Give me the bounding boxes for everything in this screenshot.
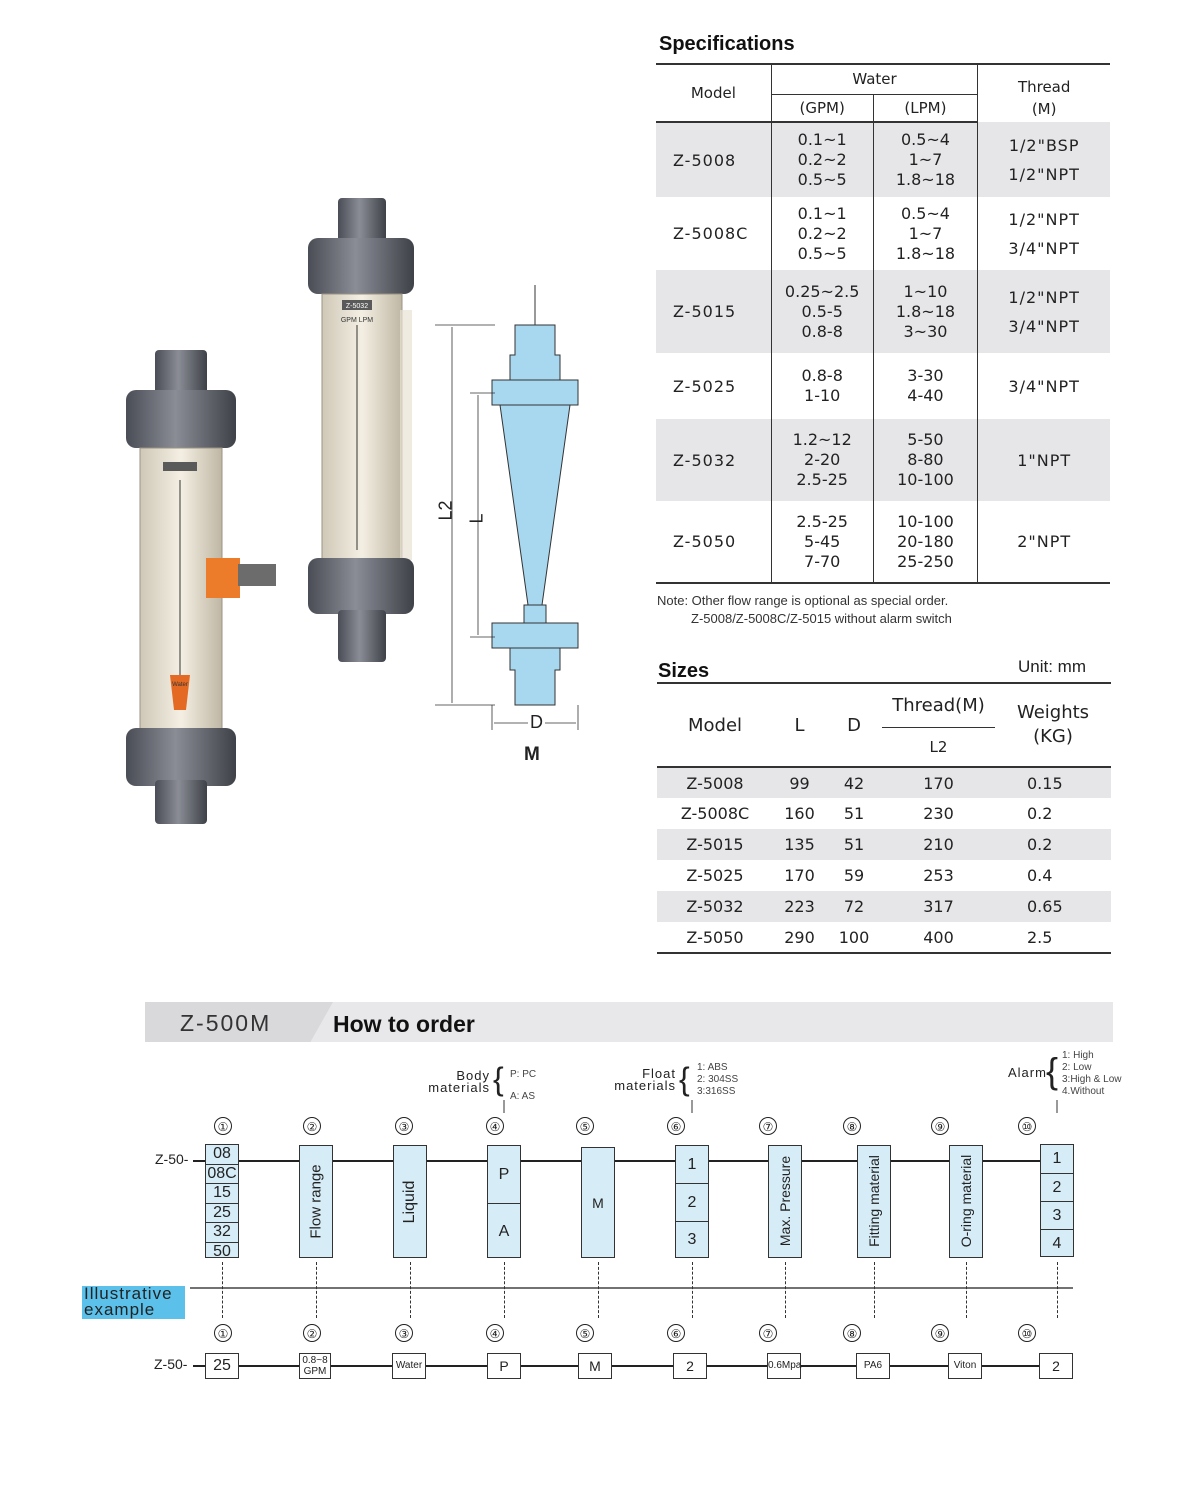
table-row: Z-5008 99 42 170 0.15 xyxy=(657,767,1111,798)
body-material-options: P A xyxy=(487,1145,521,1258)
specifications-title: Specifications xyxy=(659,33,795,55)
alarm-label: Alarm xyxy=(1008,1065,1047,1080)
liquid-label: Liquid xyxy=(401,1180,418,1224)
brace-icon: { xyxy=(1046,1050,1059,1091)
body-options: P: PC A: AS xyxy=(510,1069,537,1102)
dim-label-m: M xyxy=(524,744,540,765)
table-row: Z-5032 223 72 317 0.65 xyxy=(657,891,1111,922)
spec-note-2: Z-5008/Z-5008C/Z-5015 without alarm switch xyxy=(691,611,952,626)
col-lpm: (LPM) xyxy=(873,94,978,122)
sizes-title: Sizes xyxy=(658,660,710,682)
alarm-options: 1: High 2: Low 3:High & Low 4.Without xyxy=(1062,1050,1122,1097)
table-row: Z-5008 0.1~1 0.2~2 0.5~5 0.5~4 1~7 1.8~18 1/2"BSP 1/2"NPT xyxy=(656,122,1110,197)
spec-note-1: Note: Other flow range is optional as special order. xyxy=(657,593,949,608)
table-row: Z-5050 290 100 400 2.5 xyxy=(686,927,1053,947)
float-materials-label: Float materials xyxy=(614,1066,676,1093)
col-thread: Thread (M) xyxy=(978,64,1110,122)
dim-label-l2: L2 xyxy=(435,500,456,521)
alarm-options-box: 1 2 3 4 xyxy=(1040,1144,1074,1257)
table-row: Z-5015 135 51 210 0.2 xyxy=(657,829,1111,860)
col-l: L xyxy=(773,683,826,767)
photo-tag: Z-5032 xyxy=(345,303,369,310)
dim-label-d: D xyxy=(530,712,543,732)
col-l2: L2 xyxy=(882,727,995,767)
brace-icon: { xyxy=(679,1061,690,1097)
table-row: Z-5008C 160 51 230 0.2 xyxy=(680,804,1053,823)
series-label: Z-500M xyxy=(180,1010,272,1036)
col-model: Model xyxy=(656,64,771,122)
photo-float-label: Water xyxy=(172,682,188,688)
example-prefix: Z-50- xyxy=(154,1356,188,1372)
order-prefix: Z-50- xyxy=(155,1151,189,1167)
float-options: 1: ABS 2: 304SS 3:316SS xyxy=(697,1062,739,1097)
float-material-options: 1 2 3 xyxy=(675,1145,709,1258)
body-materials-label: Body materials xyxy=(428,1068,490,1095)
oring-material-label: O-ring material xyxy=(958,1154,974,1248)
sizes-unit: Unit: mm xyxy=(1018,657,1086,676)
col-weights: Weights (KG) xyxy=(995,683,1111,767)
photo-scale-head: GPM LPM xyxy=(340,317,374,324)
max-pressure-label: Max. Pressure xyxy=(777,1155,793,1247)
flow-range-label: Flow range xyxy=(307,1164,325,1239)
size-options: 08 08C 15 25 32 50 xyxy=(205,1144,239,1258)
table-row: Z-5050 2.5-25 5-45 7-70 10-100 20-180 25-250 2"NPT xyxy=(656,501,1110,583)
fitting-material-label: Fitting material xyxy=(866,1155,882,1247)
table-row: Z-5008C 0.1~1 0.2~2 0.5~5 0.5~4 1~7 1.8~18 1/2"NPT 3/4"NPT xyxy=(656,197,1110,270)
table-row: Z-5025 0.8-8 1-10 3-30 4-40 3/4"NPT xyxy=(656,353,1110,419)
col-gpm: (GPM) xyxy=(771,94,873,122)
table-row: Z-5015 0.25~2.5 0.5-5 0.8-8 1~10 1.8~18 3~30 1/2"NPT 3/4"NPT xyxy=(656,270,1110,353)
table-row: Z-5032 1.2~12 2-20 2.5-25 5-50 8-80 10-100 1"NPT xyxy=(656,419,1110,501)
col-water: Water xyxy=(771,64,978,94)
table-row: Z-5025 170 59 253 0.4 xyxy=(686,866,1053,885)
col-d: D xyxy=(826,683,882,767)
illustrative-example-label: Illustrative example xyxy=(82,1286,185,1319)
col-model: Model xyxy=(657,683,773,767)
how-to-order-title: How to order xyxy=(333,1011,475,1037)
m-box: M xyxy=(581,1147,615,1258)
brace-icon: { xyxy=(493,1061,504,1097)
dim-label-l: L xyxy=(466,513,487,524)
col-thread: Thread(M) xyxy=(882,683,995,727)
